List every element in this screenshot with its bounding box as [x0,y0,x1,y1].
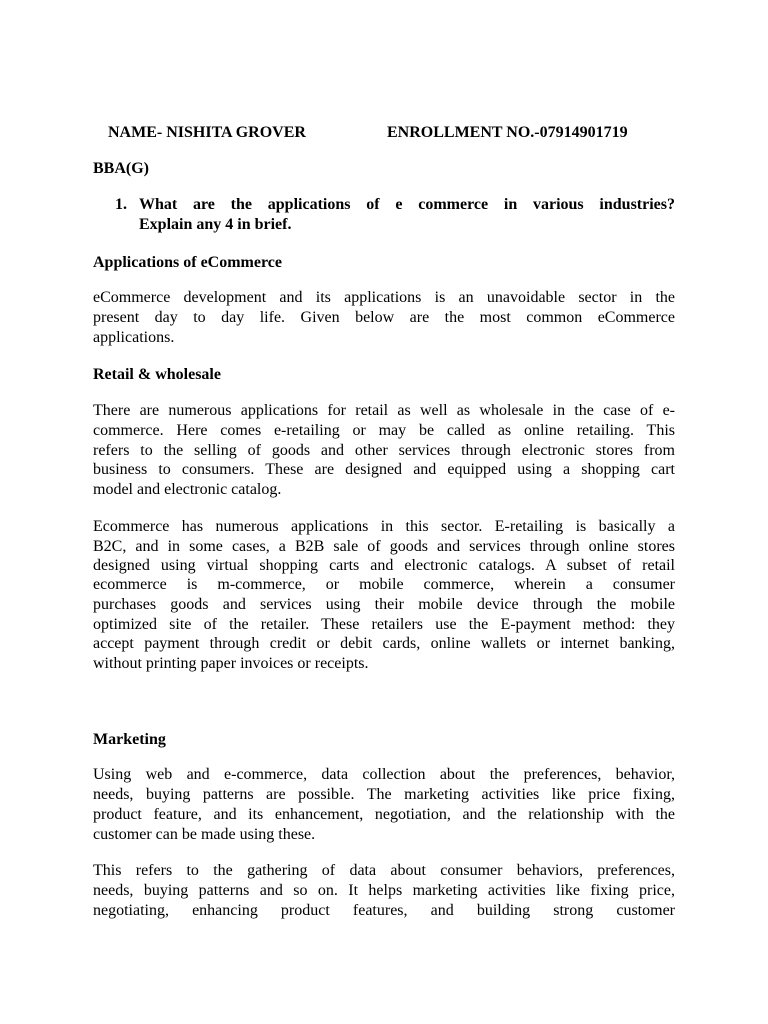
paragraph-line: business to consumers. These are designed and equipped using a shopping cart [93,461,675,478]
student-name: NAME- NISHITA GROVER [108,124,306,141]
paragraph-line: needs, buying patterns are possible. The marketing activities like price fixing, [93,786,675,803]
applications-heading: Applications of eCommerce [93,254,282,271]
paragraph-line: ecommerce is m-commerce, or mobile commerce, wherein a consumer [93,576,675,593]
paragraph-line: refers to the selling of goods and other services through electronic stores from [93,442,675,459]
paragraph-line: model and electronic catalog. [93,481,282,498]
paragraph-line: B2C, and in some cases, a B2B sale of goods and services through online stores [93,538,675,555]
paragraph-line: applications. [93,329,175,346]
paragraph-line: designed using virtual shopping carts and electronic catalogs. A subset of retail [93,557,675,574]
retail-heading: Retail & wholesale [93,366,221,383]
paragraph-line: without printing paper invoices or receipts. [93,655,369,672]
paragraph-line: eCommerce development and its applications is an unavoidable sector in the [93,289,675,306]
paragraph-line: present day to day life. Given below are the most common eCommerce [93,309,675,326]
paragraph-line: accept payment through credit or debit cards, online wallets or internet banking, [93,635,675,652]
marketing-heading: Marketing [93,731,166,748]
paragraph-line: product feature, and its enhancement, negotiation, and the relationship with the [93,806,675,823]
paragraph-line: There are numerous applications for retail as well as wholesale in the case of e- [93,402,675,419]
program-label: BBA(G) [93,160,149,177]
paragraph-line: needs, buying patterns and so on. It helps marketing activities like fixing price, [93,882,675,899]
paragraph-line: commerce. Here comes e-retailing or may be called as online retailing. This [93,422,675,439]
question-number: 1. [115,196,127,213]
question-text-line: What are the applications of e commerce in various industries? [139,196,675,213]
paragraph-line: customer can be made using these. [93,826,316,843]
enrollment-number: ENROLLMENT NO.-07914901719 [387,124,628,141]
paragraph-line: negotiating, enhancing product features, and building strong customer [93,902,675,919]
question-text-line: Explain any 4 in brief. [139,216,292,233]
paragraph-line: Ecommerce has numerous applications in this sector. E-retailing is basically a [93,518,675,535]
paragraph-line: purchases goods and services using their mobile device through the mobile [93,596,675,613]
paragraph-line: Using web and e-commerce, data collection about the preferences, behavior, [93,766,675,783]
paragraph-line: optimized site of the retailer. These retailers use the E-payment method: they [93,616,675,633]
paragraph-line: This refers to the gathering of data about consumer behaviors, preferences, [93,862,675,879]
